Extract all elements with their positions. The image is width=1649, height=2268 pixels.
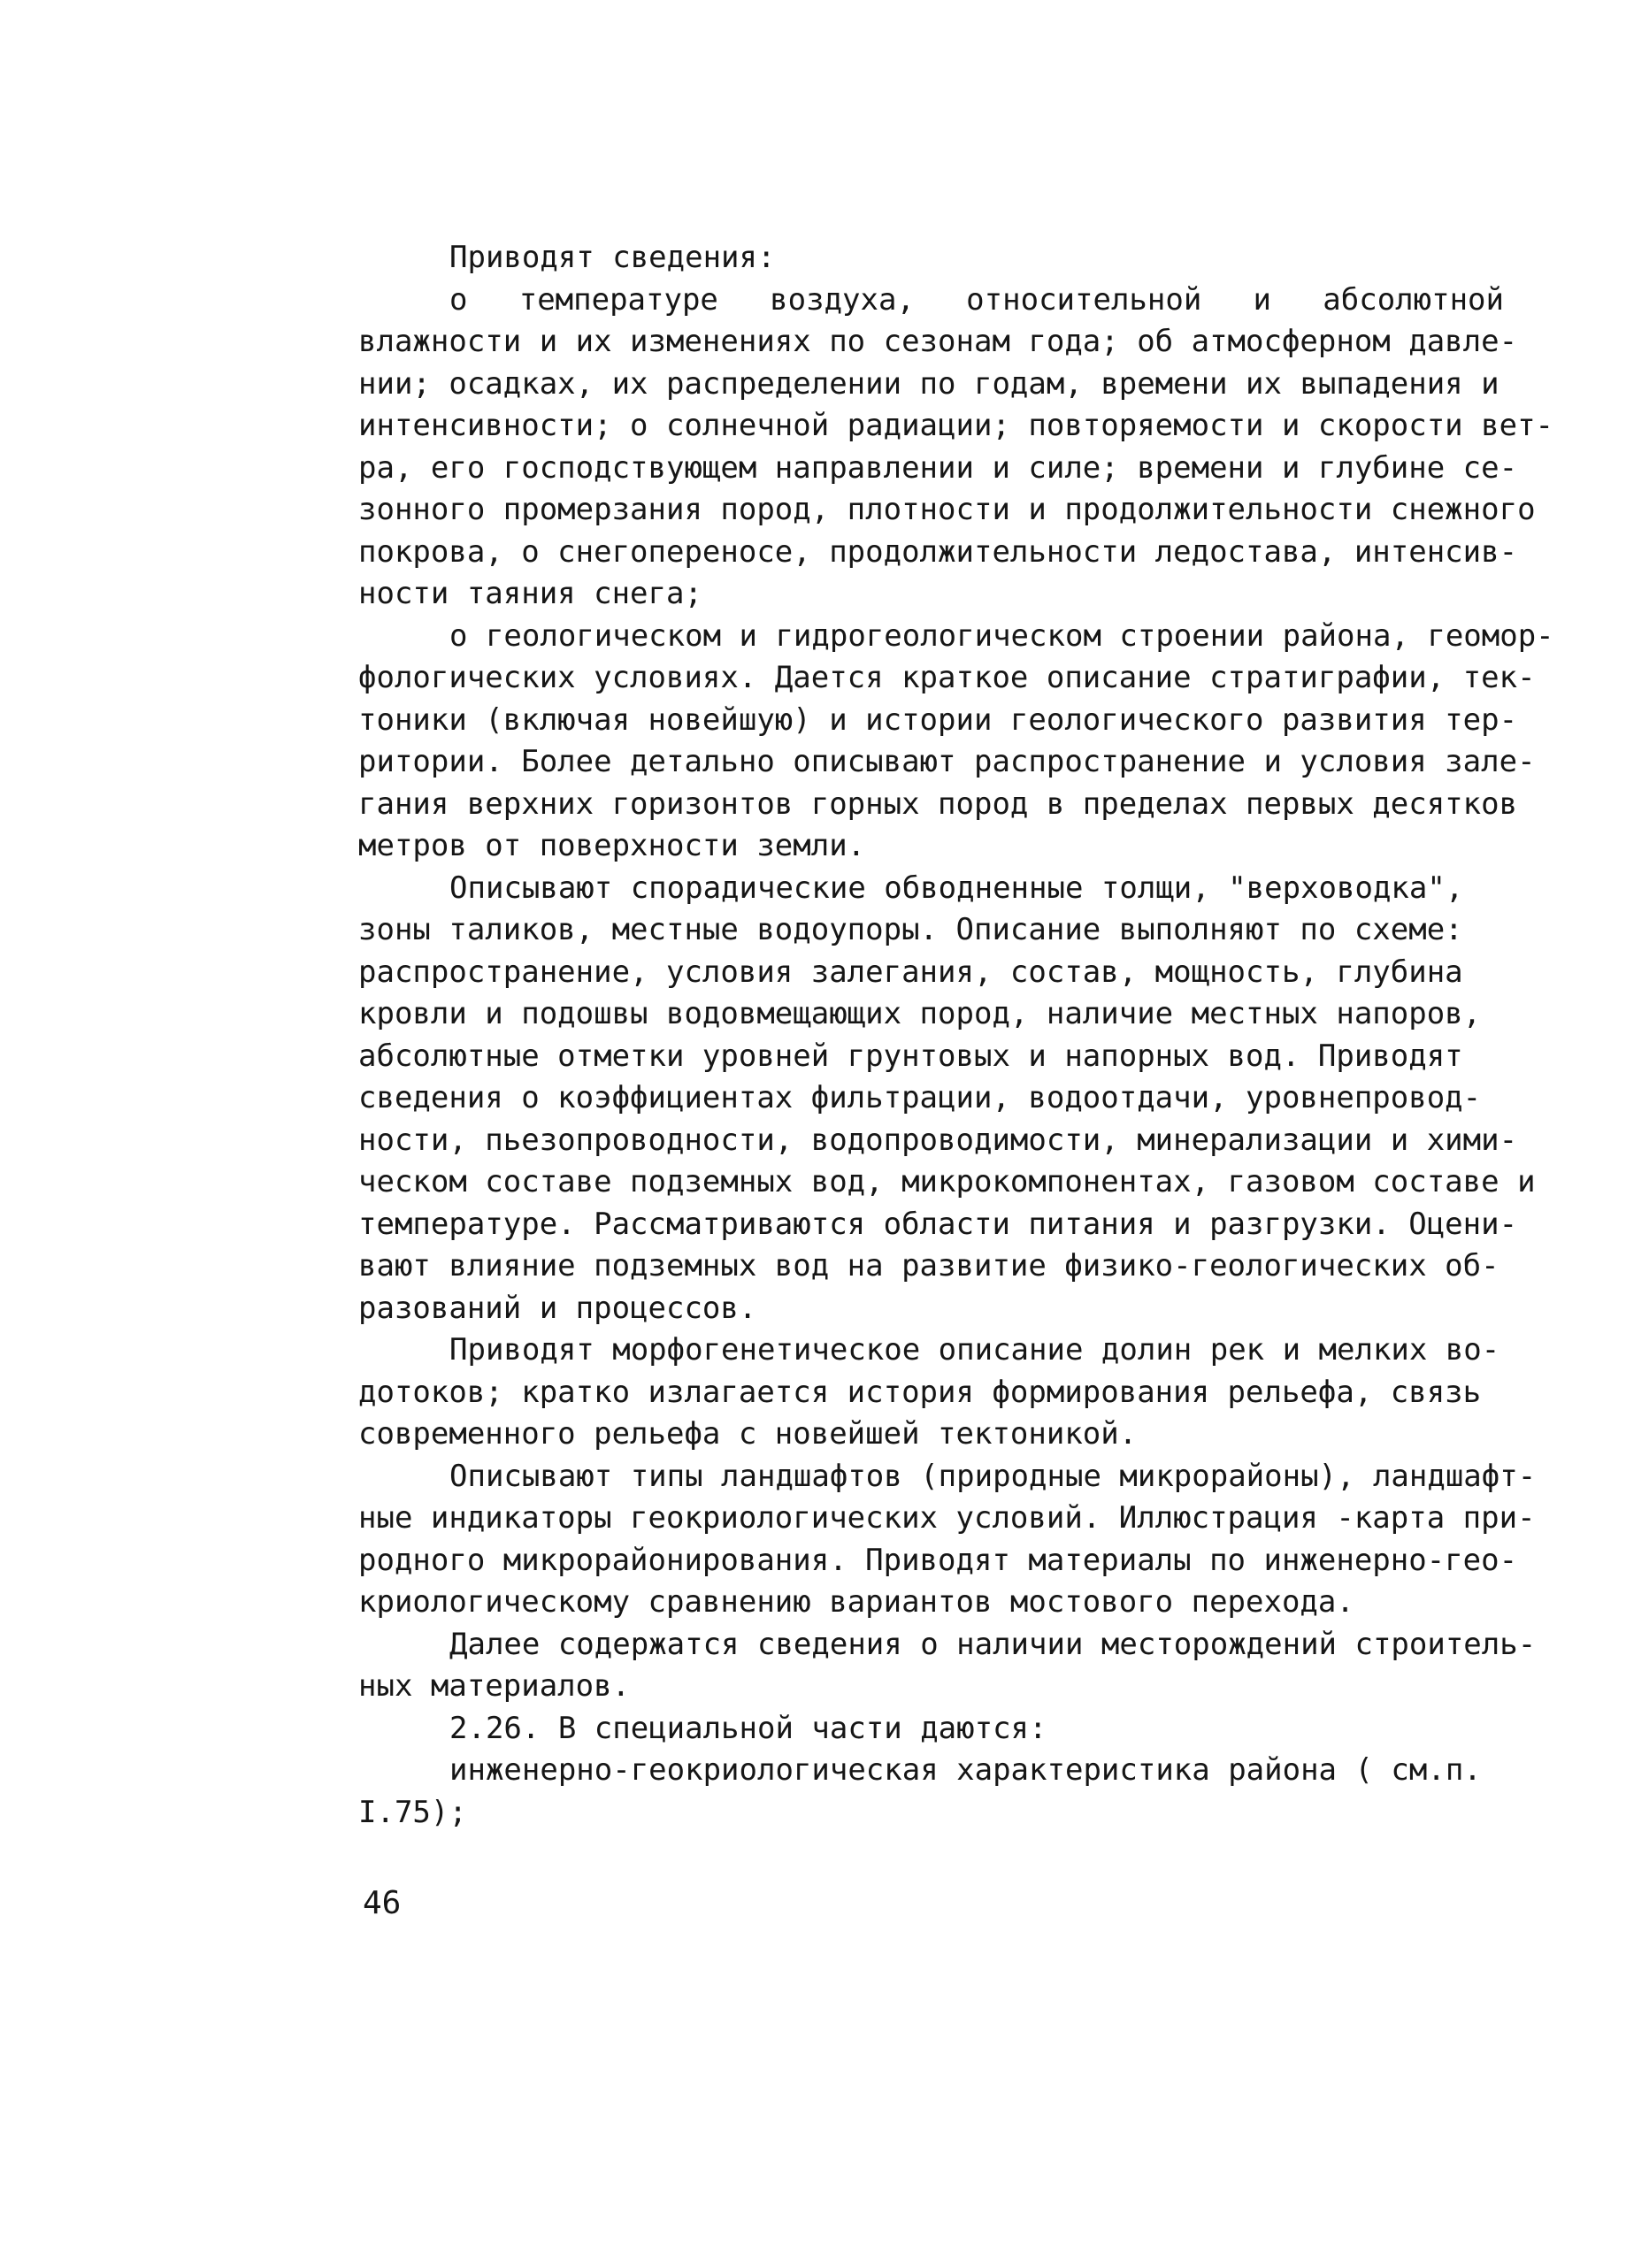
text-line: температуре. Рассматриваются области питания и разгрузки. Оцени- [358, 1206, 1518, 1242]
text-line: 2.26. В специальной части даются: [449, 1710, 1047, 1746]
text-line: Описывают спорадические обводненные толщи, "верховодка", [449, 870, 1464, 906]
text-line: разований и процессов. [358, 1290, 757, 1326]
text-line: криологическому сравнению вариантов мостового перехода. [358, 1584, 1354, 1620]
page-number: 46 [363, 1885, 402, 1921]
text-line: нии; осадках, их распределении по годам, времени их выпадения и [358, 365, 1499, 402]
text-line: зоны таликов, местные водоупоры. Описание выполняют по схеме: [358, 912, 1463, 947]
text-line: влажности и их изменениях по сезонам года; об атмосферном давле- [358, 324, 1518, 359]
text-line: I.75); [358, 1794, 467, 1830]
text-line: инженерно-геокриологическая характеристика района ( см.п. [449, 1752, 1482, 1788]
text-line: Приводят сведения: [449, 240, 776, 275]
text-line: распространение, условия залегания, состав, мощность, глубина [358, 954, 1463, 990]
text-line: абсолютные отметки уровней грунтовых и напорных вод. Приводят [358, 1038, 1463, 1074]
text-line: кровли и подошвы водовмещающих пород, наличие местных напоров, [358, 996, 1482, 1031]
text-line: родного микрорайонирования. Приводят материалы по инженерно-гео- [358, 1542, 1518, 1578]
text-line: гания верхних горизонтов горных пород в пределах первых десятков [358, 785, 1518, 822]
text-line: ритории. Более детально описывают распространение и условия зале- [358, 744, 1536, 779]
text-line: Приводят морфогенетическое описание долин рек и мелких во- [449, 1332, 1500, 1368]
text-line: покрова, о снегопереносе, продолжительности ледостава, интенсив- [358, 533, 1518, 570]
text-line: ческом составе подземных вод, микрокомпонентах, газовом составе и [358, 1164, 1536, 1199]
text-line: сведения о коэффициентах фильтрации, водоотдачи, уровнепровод- [358, 1080, 1482, 1115]
text-line: фологических условиях. Дается краткое описание стратиграфии, тек- [358, 660, 1536, 695]
text-line: тоники (включая новейшую) и истории геологического развития тер- [358, 701, 1518, 738]
text-line: дотоков; кратко излагается история формирования рельефа, связь [358, 1374, 1482, 1410]
text-line: о температуре воздуха, относительной и абсолютной [449, 281, 1504, 318]
text-line: ных материалов. [358, 1668, 631, 1704]
text-line: вают влияние подземных вод на развитие физико-геологических об- [358, 1248, 1499, 1283]
text-line: ности, пьезопроводности, водопроводимости, минерализации и хими- [358, 1122, 1518, 1158]
text-line: ности таяния снега; [358, 576, 702, 611]
body-text [358, 237, 1554, 1834]
text-line: ные индикаторы геокриологических условий. Иллюстрация -карта при- [358, 1500, 1536, 1536]
text-line: интенсивности; о солнечной радиации; повторяемости и скорости вет- [358, 408, 1554, 443]
text-line: о геологическом и гидрогеологическом строении района, геомор- [449, 617, 1554, 654]
text-line: Описывают типы ландшафтов (природные микрорайоны), ландшафт- [449, 1458, 1537, 1494]
text-line: зонного промерзания пород, плотности и продолжительности снежного [358, 492, 1536, 527]
text-line: метров от поверхности земли. [358, 828, 866, 863]
text-line: Далее содержатся сведения о наличии месторождений строитель- [449, 1626, 1537, 1662]
text-line: ра, его господствующем направлении и силе; времени и глубине се- [358, 449, 1518, 486]
text-line: современного рельефа с новейшей тектоникой. [358, 1416, 1138, 1452]
